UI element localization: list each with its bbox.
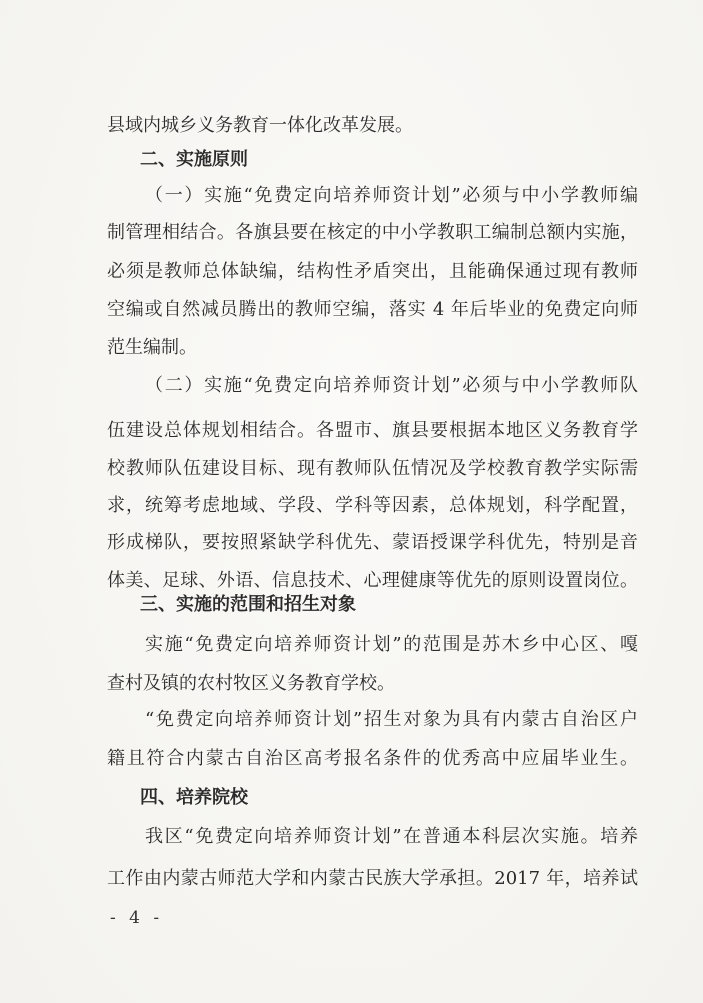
text-line: “免费定向培养师资计划”招生对象为具有内蒙古自治区户 — [145, 709, 638, 730]
section-heading: 二、实施原则 — [140, 149, 248, 170]
text-line: 空编或自然减员腾出的教师空编，落实 4 年后毕业的免费定向师 — [107, 299, 638, 320]
section-heading: 四、培养院校 — [140, 787, 248, 808]
text-line: 求，统筹考虑地域、学段、学科等因素，总体规划，科学配置， — [107, 495, 638, 516]
section-heading: 三、实施的范围和招生对象 — [140, 594, 356, 615]
text-line: 必须是教师总体缺编，结构性矛盾突出，且能确保通过现有教师 — [107, 261, 638, 282]
text-line: （二）实施“免费定向培养师资计划”必须与中小学教师队 — [145, 375, 638, 396]
text-line: 校教师队伍建设目标、现有教师队伍情况及学校教育教学实际需 — [107, 458, 638, 479]
text-line: 形成梯队，要按照紧缺学科优先、蒙语授课学科优先，特别是音 — [107, 532, 638, 553]
text-line: 我区“免费定向培养师资计划”在普通本科层次实施。培养 — [145, 826, 638, 847]
text-line: 制管理相结合。各旗县要在核定的中小学教职工编制总额内实施， — [107, 222, 638, 243]
text-line: 籍且符合内蒙古自治区高考报名条件的优秀高中应届毕业生。 — [107, 748, 638, 769]
text-line: 工作由内蒙古师范大学和内蒙古民族大学承担。2017 年，培养试 — [107, 868, 638, 889]
text-line: 伍建设总体规划相结合。各盟市、旗县要根据本地区义务教育学 — [107, 420, 638, 441]
text-line: 范生编制。 — [107, 337, 197, 358]
page-number: - 4 - — [110, 908, 164, 928]
text-line: 查村及镇的农村牧区义务教育学校。 — [107, 673, 395, 694]
text-line: 体美、足球、外语、信息技术、心理健康等优先的原则设置岗位。 — [107, 570, 638, 591]
text-line: （一）实施“免费定向培养师资计划”必须与中小学教师编 — [145, 185, 638, 206]
text-line: 县域内城乡义务教育一体化改革发展。 — [107, 115, 413, 136]
text-line: 实施“免费定向培养师资计划”的范围是苏木乡中心区、嘎 — [145, 634, 638, 655]
